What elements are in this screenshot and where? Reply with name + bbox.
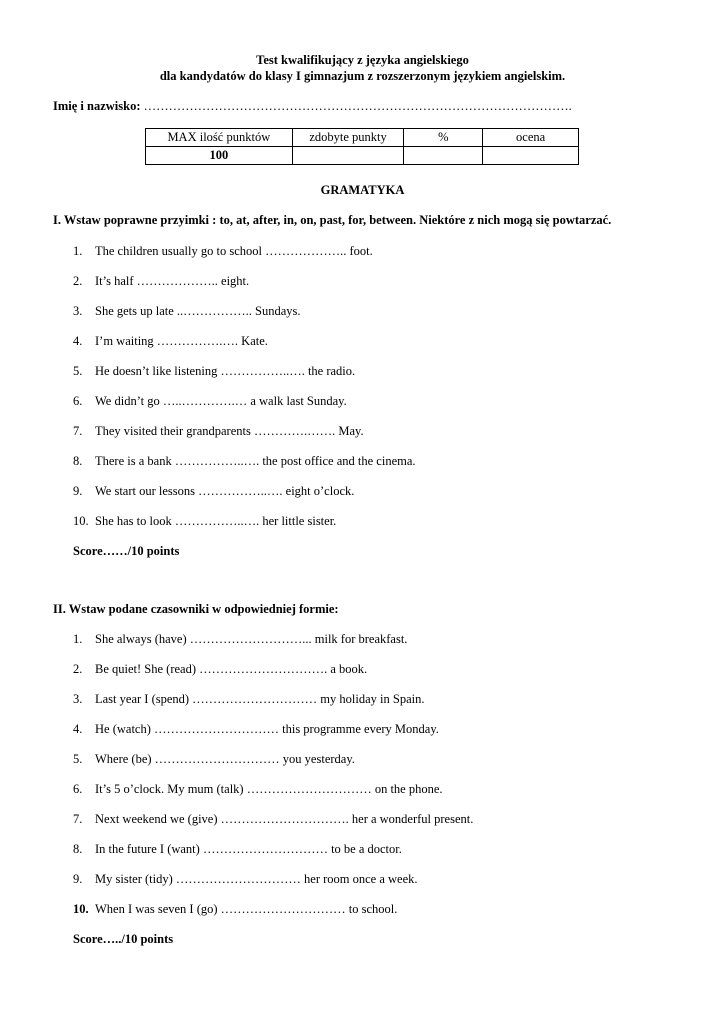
task1-score: Score……/10 points (73, 544, 180, 558)
task1-heading: I. Wstaw poprawne przyimki : to, at, after, in, on, past, for, between. Niektóre z nich mogą się powtarzać. (53, 213, 612, 227)
task1-item (73, 364, 355, 379)
item-number: 8. (73, 454, 83, 468)
item-text: When I was seven I (go) ………………………… to school. (95, 902, 398, 916)
task2-score: Score…../10 points (73, 932, 174, 946)
item-text: Last year I (spend) ………………………… my holiday in Spain. (95, 692, 425, 706)
item-number: 5. (73, 364, 83, 378)
task2-item (73, 872, 418, 887)
task1-item (73, 424, 364, 439)
header-percent: % (404, 129, 483, 147)
test-subtitle: dla kandydatów do klasy I gimnazjum z rozszerzonym językiem angielskim. (159, 69, 566, 83)
item-text: Be quiet! She (read) …………………………. a book. (95, 662, 368, 676)
item-text: My sister (tidy) ………………………… her room once a week. (95, 872, 418, 886)
task2-item (73, 722, 439, 737)
task1-item (73, 394, 347, 409)
item-number: 3. (73, 304, 83, 318)
task1-item (73, 334, 268, 349)
name-label: Imię i nazwisko: (53, 99, 141, 113)
section-title: GRAMATYKA (320, 183, 405, 197)
item-text: He (watch) ………………………… this programme every Monday. (95, 722, 439, 736)
item-number: 4. (73, 722, 83, 736)
task2-item (73, 662, 367, 677)
task2-item (73, 782, 443, 797)
item-number: 9. (73, 872, 83, 886)
task2-item (73, 632, 407, 647)
item-text: Next weekend we (give) …………………………. her a wonderful present. (95, 812, 474, 826)
task2-item (73, 812, 473, 827)
item-text: He doesn’t like listening ……………..…. the radio. (95, 364, 356, 378)
task2-item (73, 842, 402, 857)
score-table-value-row (146, 147, 579, 165)
task1-item (73, 244, 373, 259)
cell-max-points: 100 (146, 147, 293, 165)
header-max-points: MAX ilość punktów (146, 129, 293, 147)
task1-item (73, 304, 301, 319)
item-number: 6. (73, 782, 83, 796)
item-number: 7. (73, 424, 83, 438)
header-grade: ocena (483, 129, 579, 147)
item-text: She gets up late ..…………….. Sundays. (95, 304, 301, 318)
item-number: 9. (73, 484, 83, 498)
item-text: She has to look ……………..…. her little sister. (95, 514, 337, 528)
item-text: In the future I (want) ………………………… to be a doctor. (95, 842, 402, 856)
task2-item (73, 692, 424, 707)
item-text: She always (have) ………………………... milk for breakfast. (95, 632, 408, 646)
task2-item (73, 752, 355, 767)
item-text: Where (be) ………………………… you yesterday. (95, 752, 355, 766)
item-number: 8. (73, 842, 83, 856)
item-number: 10. (73, 902, 89, 916)
score-table-header-row (146, 129, 579, 147)
cell-percent (404, 147, 483, 165)
task2-item (73, 902, 397, 917)
cell-grade (483, 147, 579, 165)
item-text: The children usually go to school ……………….. foot. (95, 244, 373, 258)
item-number: 6. (73, 394, 83, 408)
task1-item (73, 484, 354, 499)
item-number: 2. (73, 662, 83, 676)
name-field (53, 99, 572, 114)
task2-heading: II. Wstaw podane czasowniki w odpowiedniej formie: (53, 602, 339, 616)
item-number: 1. (73, 632, 83, 646)
item-number: 10. (73, 514, 89, 528)
header-earned-points: zdobyte punkty (292, 129, 404, 147)
item-text: It’s half ……………….. eight. (95, 274, 250, 288)
item-text: I’m waiting …………….…. Kate. (95, 334, 268, 348)
item-text: We didn’t go …..………….… a walk last Sunday. (95, 394, 347, 408)
test-title: Test kwalifikujący z języka angielskiego (256, 53, 469, 67)
task1-item (73, 274, 249, 289)
item-text: It’s 5 o’clock. My mum (talk) ………………………… on the phone. (95, 782, 443, 796)
item-number: 4. (73, 334, 83, 348)
score-table (145, 128, 579, 165)
item-text: They visited their grandparents ………….……. May. (95, 424, 364, 438)
item-text: There is a bank ……………..…. the post office and the cinema. (95, 454, 416, 468)
cell-earned-points (292, 147, 404, 165)
task1-item (73, 514, 336, 529)
task1-item (73, 454, 416, 469)
item-number: 7. (73, 812, 83, 826)
item-text: We start our lessons ……………..…. eight o’clock. (95, 484, 355, 498)
item-number: 1. (73, 244, 83, 258)
name-dots: …………………………………………………………………………………………. (143, 99, 572, 113)
item-number: 3. (73, 692, 83, 706)
item-number: 5. (73, 752, 83, 766)
item-number: 2. (73, 274, 83, 288)
